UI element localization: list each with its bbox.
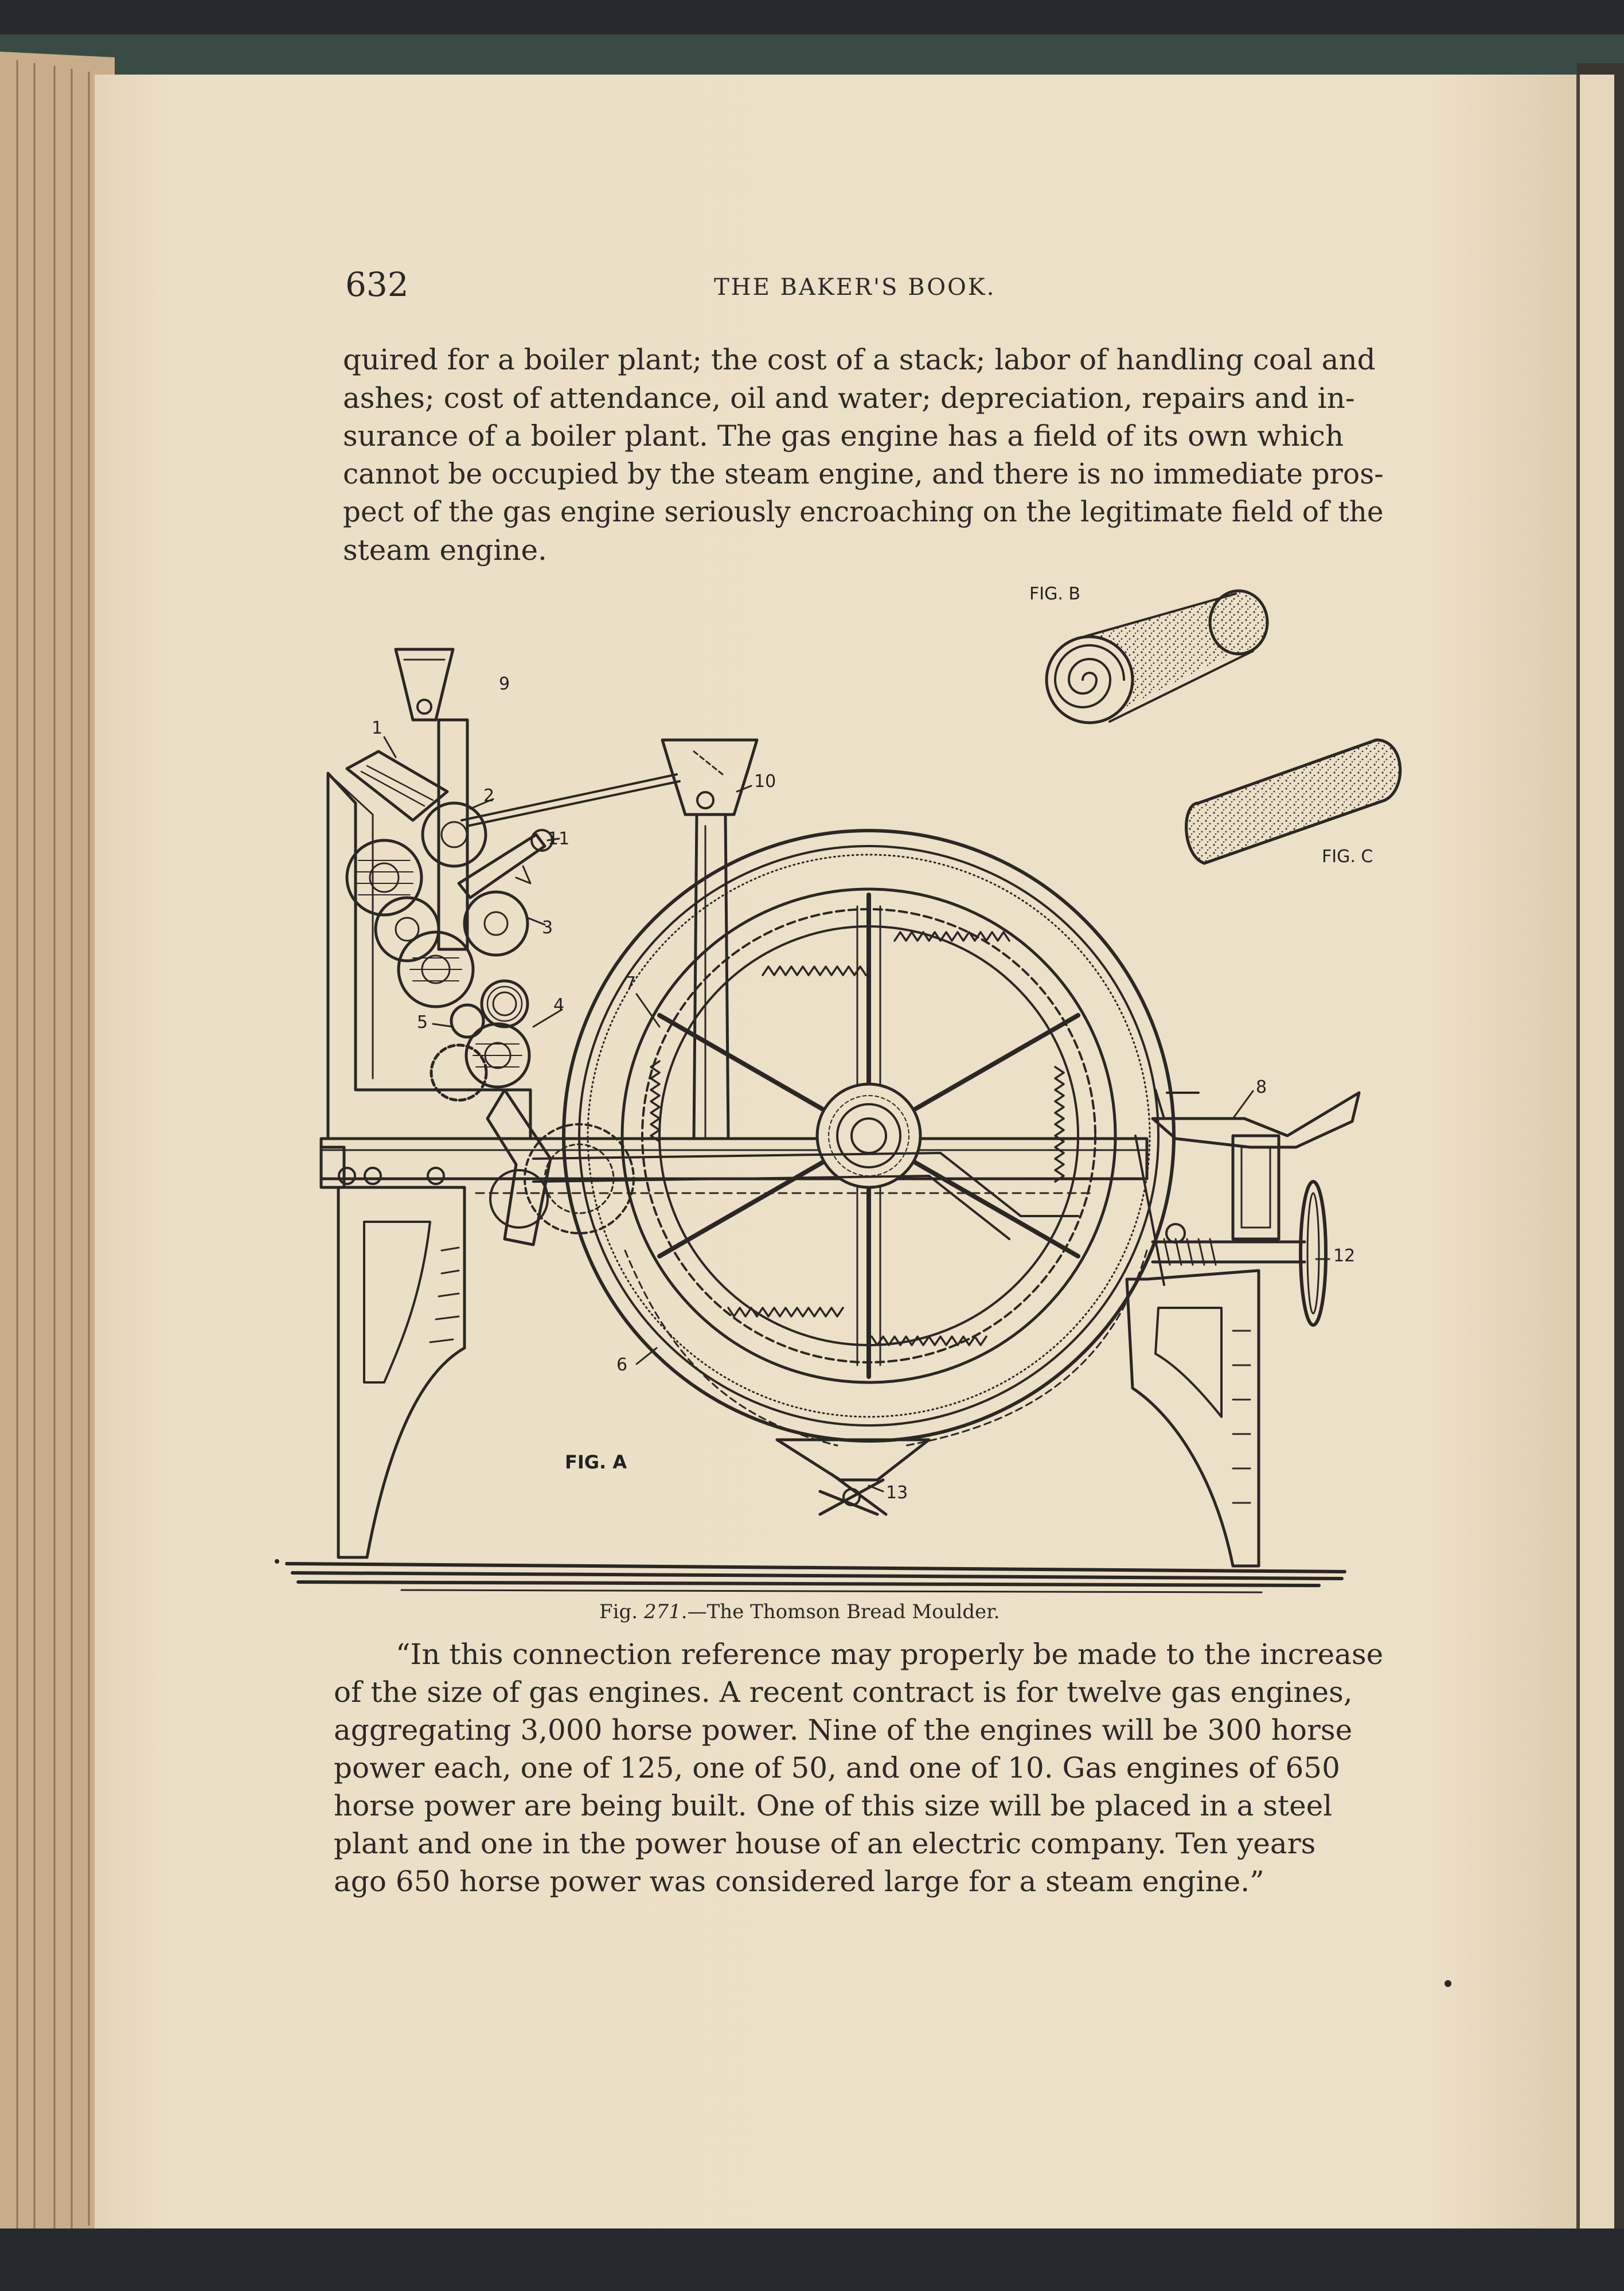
label-8: 8 [1256,1077,1267,1097]
body-line: aggregating 3,000 horse power. Nine of the engines will be 300 horse [334,1713,1353,1747]
page-number: 632 [345,265,409,304]
fig-c-label: FIG. C [1322,847,1373,867]
body-line: horse power are being built. One of this size will be placed in a steel [334,1789,1333,1822]
body-line: cannot be occupied by the steam engine, and there is no immediate pros- [343,457,1384,490]
label-9: 9 [499,674,510,694]
body-line: power each, one of 125, one of 50, and one of 10. Gas engines of 650 [334,1751,1340,1785]
running-head: THE BAKER'S BOOK. [714,274,996,301]
next-page-edge [1580,75,1614,2231]
label-12: 12 [1333,1246,1356,1266]
body-line: “In this connection reference may properly be made to the increase [396,1638,1384,1671]
fig-b-label: FIG. B [1029,584,1081,604]
caption-text: .—The Thomson Bread Moulder. [681,1600,1000,1623]
book-cover-top [0,34,1624,75]
label-5: 5 [417,1012,428,1032]
figure-caption [599,1600,1000,1623]
label-6: 6 [616,1355,628,1375]
label-1: 1 [372,718,383,738]
body-line: steam engine. [343,533,547,567]
label-4: 4 [553,995,565,1015]
label-7: 7 [625,973,637,993]
fig-a-label: FIG. A [565,1451,627,1473]
body-line: pect of the gas engine seriously encroaching on the legitimate field of the [343,495,1384,528]
label-3: 3 [542,918,553,938]
caption-number: 271 [643,1600,681,1623]
body-line: surance of a boiler plant. The gas engine has a field of its own which [343,419,1344,453]
label-13: 13 [886,1483,908,1503]
label-10: 10 [754,772,776,792]
label-2: 2 [483,786,495,806]
body-line: ashes; cost of attendance, oil and water; depreciation, repairs and in- [343,381,1355,415]
label-11: 11 [548,829,570,849]
body-line: quired for a boiler plant; the cost of a stack; labor of handling coal and [343,343,1376,376]
caption-prefix: Fig. [599,1600,638,1623]
body-line: plant and one in the power house of an electric company. Ten years [334,1827,1316,1860]
bottom-binding [0,2228,1624,2291]
body-line: ago 650 horse power was considered large for a steam engine.” [334,1865,1264,1898]
body-line: of the size of gas engines. A recent contract is for twelve gas engines, [334,1676,1353,1709]
